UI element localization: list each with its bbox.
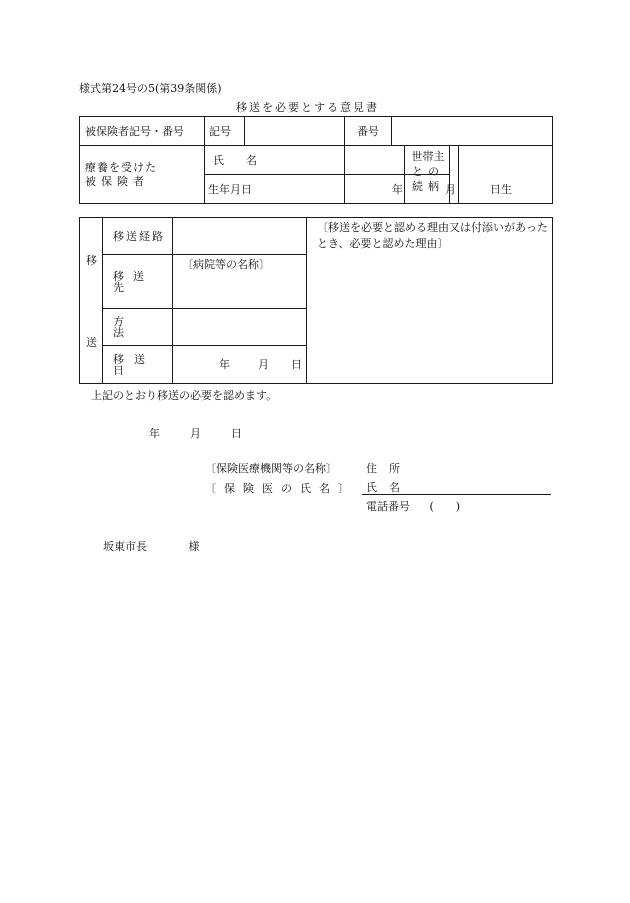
signature-date: [149, 428, 272, 439]
signer-name-label: 氏名: [366, 481, 412, 494]
household-divider-right: [458, 145, 459, 203]
destination-label-cell: [103, 255, 173, 309]
bango-label-cell: [345, 117, 392, 146]
phone-parens: ( ): [429, 500, 461, 513]
insured-number-label-cell: [80, 117, 205, 146]
signature-date-day: 日: [231, 427, 242, 440]
document-title: 移送を必要とする意見書: [236, 101, 379, 114]
dob-label: 生年月日: [208, 182, 252, 196]
dob-month: 月: [445, 183, 456, 196]
name-label-cell: [205, 146, 345, 175]
side-label-2: 送: [86, 336, 97, 349]
address-label: 住所: [366, 462, 412, 475]
form-number: 様式第24号の5(第39条関係): [79, 82, 222, 95]
method-field[interactable]: [173, 309, 307, 346]
transport-date-field[interactable]: [173, 346, 307, 384]
transport-side-label: [80, 218, 103, 384]
method-label-cell: [103, 309, 173, 346]
household-label-line2: との: [412, 164, 444, 178]
dob-label-cell: [205, 175, 345, 204]
patient-label-cell: [80, 146, 205, 204]
signature-line[interactable]: [362, 494, 551, 495]
closing-statement: 上記のとおり移送の必要を認めます。: [91, 389, 278, 402]
honorific: 様: [188, 540, 200, 553]
date-label-cell: [103, 346, 173, 384]
name-label: 氏名: [213, 153, 279, 167]
household-label-line3: 続柄: [412, 179, 444, 193]
route-label-cell: [103, 218, 173, 255]
phone-label-row: [366, 501, 460, 512]
transport-table: [79, 217, 553, 384]
destination-label: 移送先: [113, 269, 153, 294]
household-divider: [404, 145, 405, 203]
kigo-field[interactable]: [245, 117, 345, 146]
destination-field[interactable]: [173, 255, 307, 309]
bango-field[interactable]: [392, 117, 553, 146]
route-field[interactable]: [173, 218, 307, 255]
transport-date-month: 月: [258, 358, 269, 371]
reason-field[interactable]: [307, 218, 553, 384]
bango-label: 番号: [357, 124, 379, 138]
transport-date-day: 日: [291, 358, 302, 371]
route-label: 移送経路: [113, 229, 165, 243]
dob-day: 日生: [490, 183, 512, 196]
signature-date-month: 月: [190, 427, 201, 440]
patient-label-line2: 被保険者: [85, 175, 149, 188]
method-label: 方法: [113, 315, 152, 339]
insured-info-table: [79, 116, 553, 204]
dob-year: 年: [392, 183, 403, 196]
household-label-line1: 世帯主: [411, 150, 445, 163]
patient-label-line1: 療養を受けた: [85, 161, 157, 174]
insured-number-label: 被保険者記号・番号: [85, 124, 184, 138]
addressee-name: 坂東市長: [103, 540, 147, 553]
transport-date-year: 年: [219, 358, 230, 371]
kigo-label: 記号: [209, 124, 231, 138]
date-label: 移送日: [113, 352, 155, 377]
addressee: [103, 541, 200, 552]
institution-label: 〔保険医療機関等の名称〕: [205, 462, 337, 475]
phone-label: 電話番号: [366, 500, 410, 513]
side-label-1: 移: [86, 254, 97, 267]
reason-label: 〔移送を必要と認める理由又は付添いがあったとき、必要と認めた理由〕: [317, 221, 548, 250]
hospital-name-hint: 〔病院等の名称〕: [182, 258, 270, 271]
doctor-label: 〔保険医の氏名〕: [205, 482, 357, 495]
kigo-label-cell: [205, 117, 245, 146]
household-label: [410, 150, 446, 195]
signature-date-year: 年: [149, 427, 160, 440]
